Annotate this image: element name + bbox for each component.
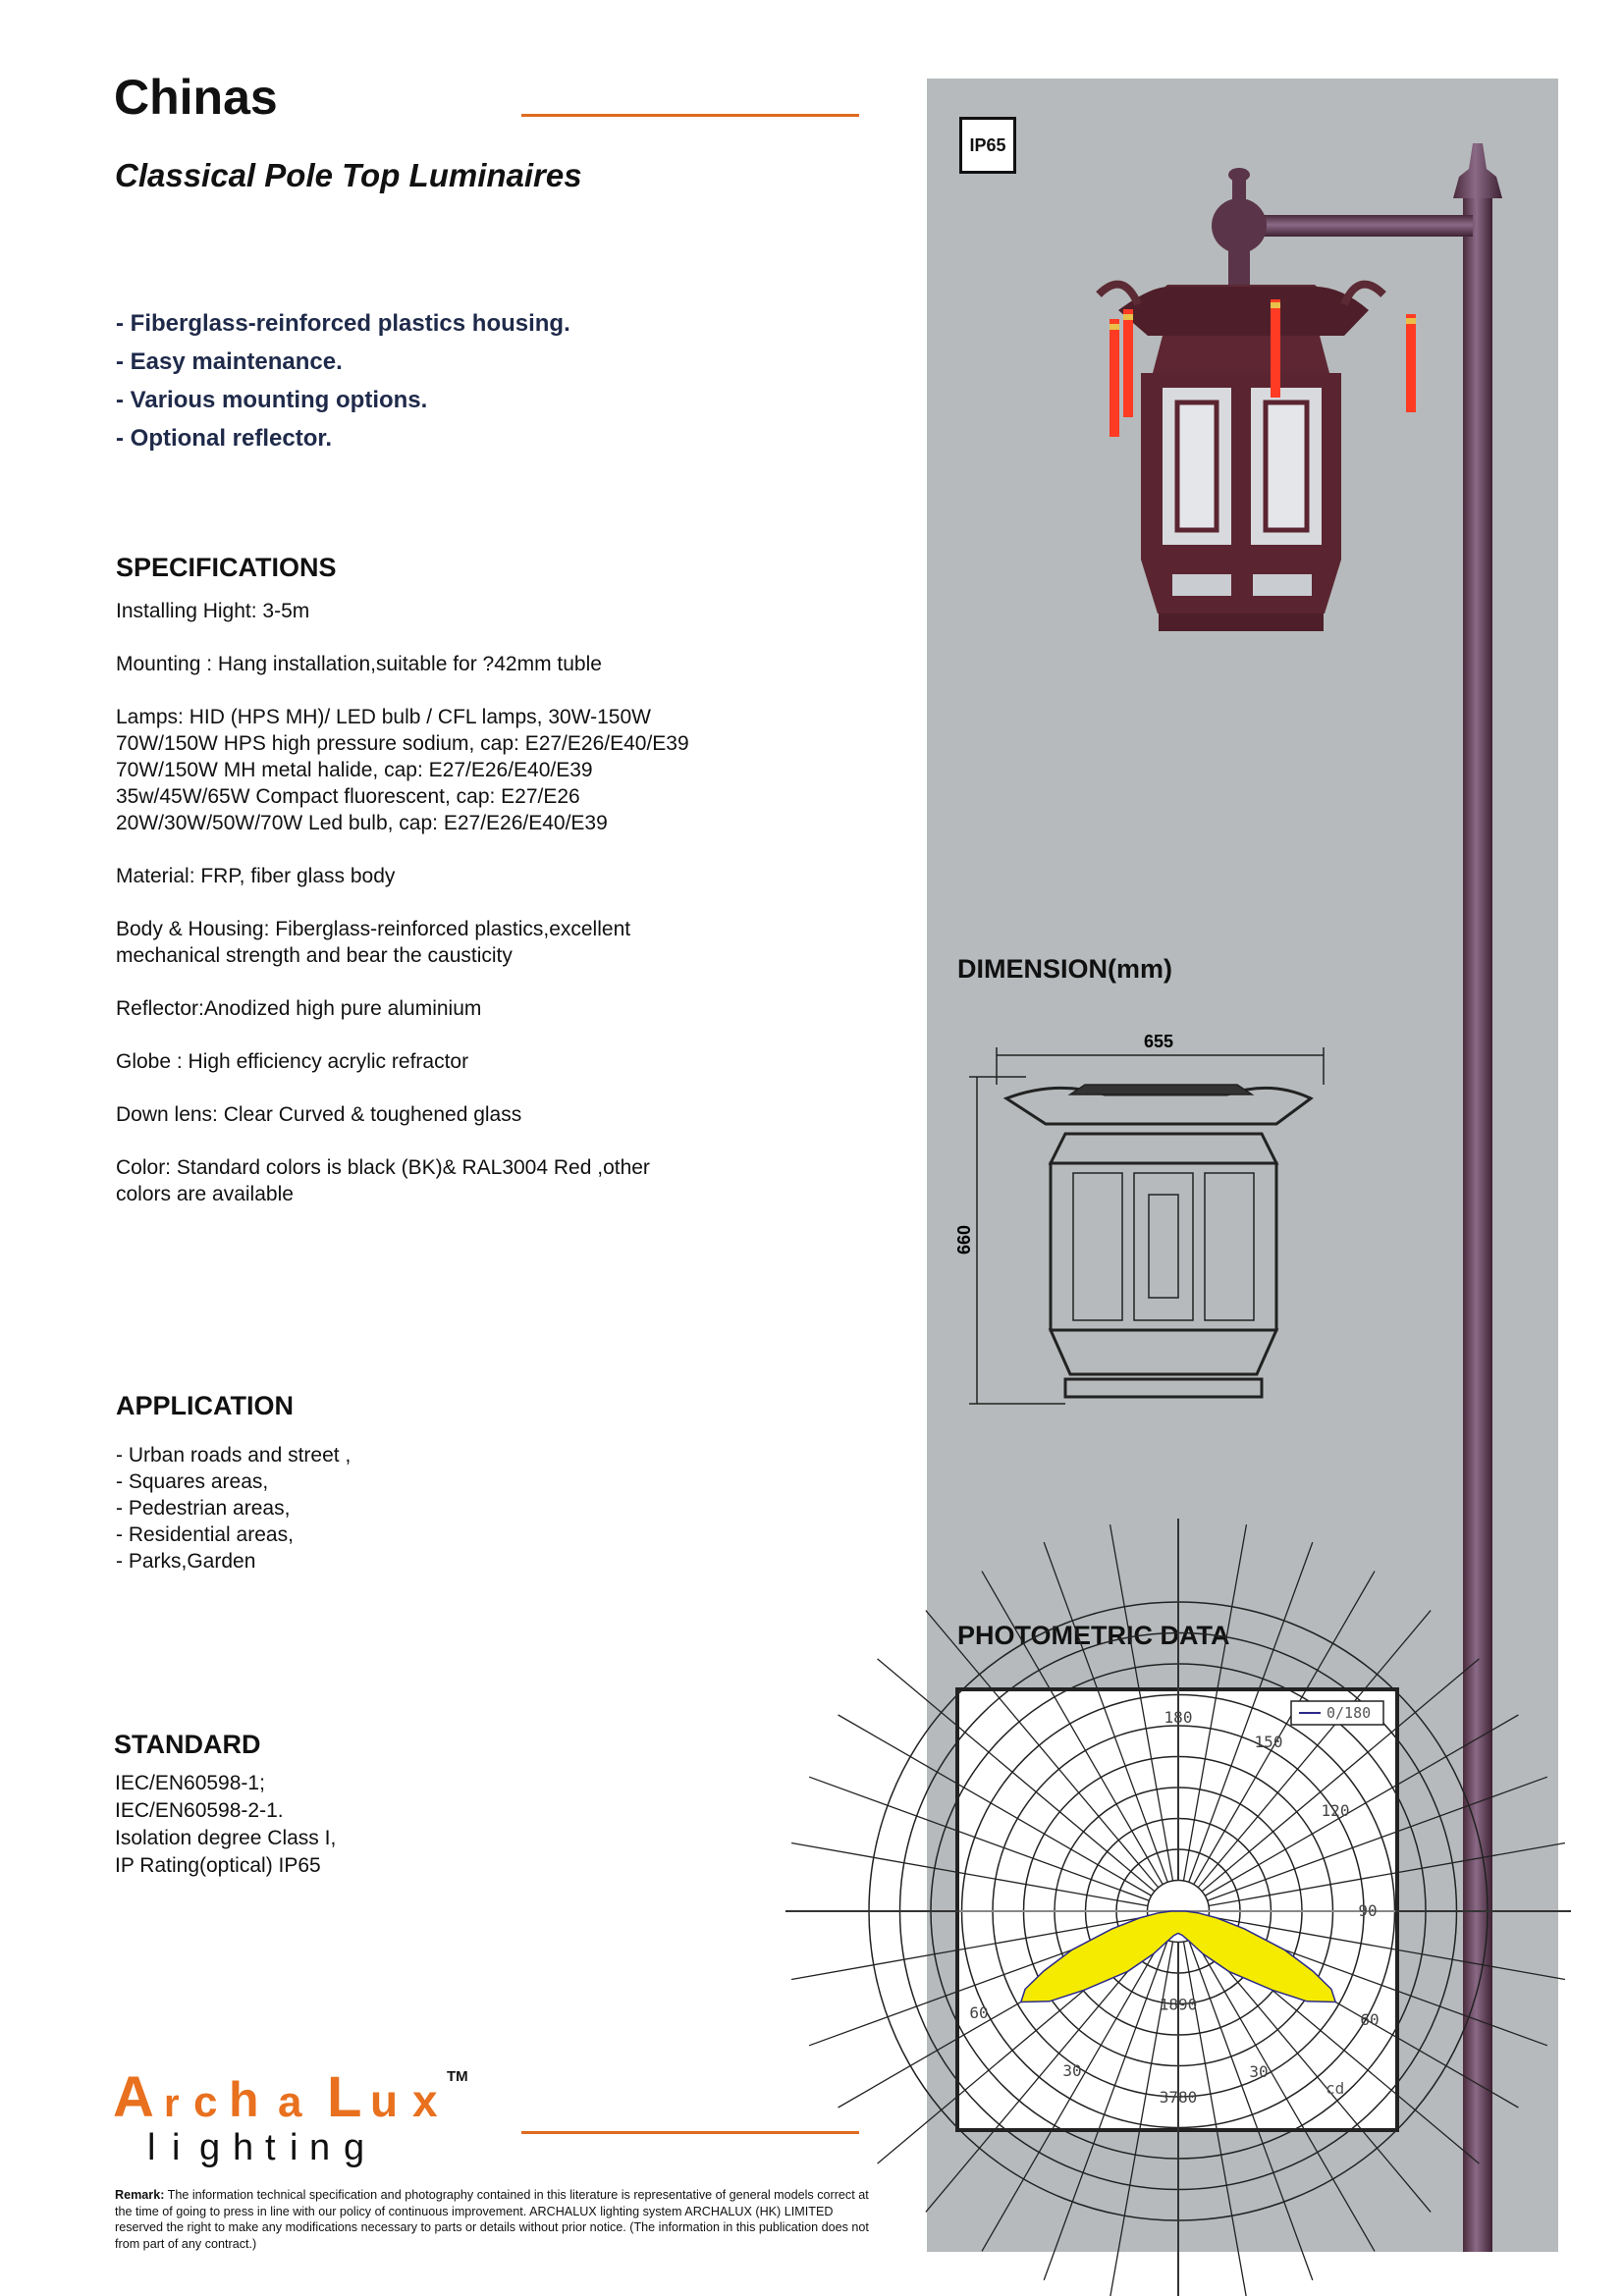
angle-label: 90 <box>1358 1901 1378 1920</box>
spec-item <box>116 995 764 1022</box>
angle-label: 60 <box>1360 2010 1380 2029</box>
remark-text <box>115 2187 881 2252</box>
pole-finial <box>1453 143 1502 198</box>
spec-line: Globe : High efficiency acrylic refractor <box>116 1050 469 1073</box>
dimension-heading: DIMENSION(mm) <box>957 954 1173 984</box>
spec-line: Body & Housing: Fiberglass-reinforced plastics,excellent <box>116 918 631 940</box>
spec-line: 70W/150W HPS high pressure sodium, cap: E27/E26/E40/E39 <box>116 732 689 755</box>
svg-text:x: x <box>412 2075 438 2126</box>
spec-item <box>116 598 764 624</box>
application-item: - Urban roads and street , <box>116 1444 352 1467</box>
chart-legend <box>1291 1701 1383 1725</box>
svg-text:L: L <box>327 2065 362 2129</box>
angle-label: 120 <box>1321 1801 1350 1820</box>
svg-text:a: a <box>278 2078 302 2126</box>
application-list <box>116 1442 351 1575</box>
spec-line: Color: Standard colors is black (BK)& RAL3004 Red ,other <box>116 1156 650 1179</box>
svg-text:c: c <box>193 2078 218 2126</box>
spec-item <box>116 704 764 836</box>
svg-text:n: n <box>309 2127 331 2168</box>
svg-text:A: A <box>113 2065 154 2129</box>
svg-text:g: g <box>199 2127 221 2168</box>
spec-line: Material: FRP, fiber glass body <box>116 865 396 887</box>
ring-label: 3780 <box>1159 2088 1198 2107</box>
spec-item <box>116 651 764 677</box>
spec-line: colors are available <box>116 1183 294 1205</box>
standard-item: Isolation degree Class I, <box>115 1827 337 1849</box>
arm-ball <box>1212 198 1267 253</box>
ip-rating-badge: IP65 <box>959 117 1016 174</box>
feature-item: - Fiberglass-reinforced plastics housing. <box>116 310 570 337</box>
polar-plot <box>959 1691 1395 2128</box>
logo-divider <box>521 2131 859 2134</box>
feature-item: - Easy maintenance. <box>116 348 343 375</box>
svg-text:i: i <box>172 2127 181 2168</box>
standard-item: IEC/EN60598-1; <box>115 1772 265 1794</box>
dimension-height: 660 <box>954 1224 974 1255</box>
svg-text:g: g <box>344 2127 365 2168</box>
ring-label: 1890 <box>1159 1995 1198 2014</box>
angle-label: 180 <box>1164 1708 1193 1727</box>
application-heading: APPLICATION <box>116 1391 294 1420</box>
svg-text:r: r <box>164 2082 180 2125</box>
standard-item: IEC/EN60598-2-1. <box>115 1799 284 1822</box>
specifications-list <box>116 598 764 1234</box>
standard-heading: STANDARD <box>114 1730 261 1759</box>
angle-label: 150 <box>1254 1733 1283 1751</box>
spec-line: Lamps: HID (HPS MH)/ LED bulb / CFL lamps, 30W-150W <box>116 706 651 728</box>
spec-item <box>116 1154 764 1207</box>
angle-label: 60 <box>969 2003 989 2022</box>
svg-text:l: l <box>147 2127 156 2168</box>
grid-radial <box>839 1715 1152 1896</box>
spec-item <box>116 1048 764 1075</box>
spec-line: mechanical strength and bear the causticity <box>116 944 513 967</box>
spec-line: Mounting : Hang installation,suitable for ?42mm tuble <box>116 653 602 675</box>
spec-line: 20W/30W/50W/70W Led bulb, cap: E27/E26/E40/E39 <box>116 812 608 834</box>
grid-radial <box>809 1777 1149 1900</box>
angle-label: 30 <box>1249 2062 1269 2081</box>
spec-line: 70W/150W MH metal halide, cap: E27/E26/E40/E39 <box>116 759 593 781</box>
feature-list <box>116 304 570 457</box>
lantern-roof <box>1118 287 1369 336</box>
grid-radial <box>878 1659 1155 1892</box>
application-item: - Residential areas, <box>116 1523 294 1546</box>
svg-text:u: u <box>370 2075 399 2126</box>
archalux-logo <box>113 2065 525 2181</box>
svg-text:t: t <box>265 2127 276 2168</box>
spec-item <box>116 1101 764 1128</box>
unit-label: cd <box>1326 2079 1345 2098</box>
standard-item: IP Rating(optical) IP65 <box>115 1854 321 1877</box>
application-item: - Pedestrian areas, <box>116 1497 291 1520</box>
title-divider <box>521 114 859 117</box>
spec-item <box>116 863 764 889</box>
product-subtitle: Classical Pole Top Luminaires <box>115 157 582 193</box>
standard-list <box>115 1770 336 1880</box>
spec-line: Down lens: Clear Curved & toughened glass <box>116 1103 522 1126</box>
spec-line: 35w/45W/65W Compact fluorescent, cap: E27/E26 <box>116 785 580 808</box>
photometric-heading: PHOTOMETRIC DATA <box>957 1621 1230 1650</box>
application-item: - Squares areas, <box>116 1470 269 1493</box>
svg-text:h: h <box>233 2127 254 2168</box>
product-title: Chinas <box>114 70 278 125</box>
pole <box>1463 187 1492 2252</box>
svg-text:h: h <box>229 2072 259 2127</box>
angle-label: 30 <box>1062 2061 1082 2080</box>
svg-text:TM: TM <box>447 2068 468 2085</box>
photometric-chart <box>955 1687 1399 2132</box>
specifications-heading: SPECIFICATIONS <box>116 553 337 582</box>
feature-item: - Various mounting options. <box>116 387 428 413</box>
spec-item <box>116 916 764 969</box>
feature-item: - Optional reflector. <box>116 425 333 452</box>
pole-arm <box>1241 215 1473 237</box>
remark-label: Remark: <box>115 2188 165 2202</box>
application-item: - Parks,Garden <box>116 1550 256 1573</box>
dimension-width: 655 <box>1143 1032 1174 1051</box>
dimension-drawing <box>954 1026 1350 1418</box>
remark-body: The information technical specification and photography contained in this literature is representative of general models correct at the time of going to press in line with our policy of continuous improvement. ARCHALUX lighting system ARCHALUX (HK) LIMITED reserved the right to make any modifications necessary to parts or details without prior notice. (The information in this publication does not from part of any contract.) <box>115 2188 869 2251</box>
legend-label: 0/180 <box>1326 1704 1372 1722</box>
spec-line: Installing Hight: 3-5m <box>116 600 310 622</box>
svg-text:i: i <box>290 2127 298 2168</box>
spec-line: Reflector:Anodized high pure aluminium <box>116 997 482 1020</box>
